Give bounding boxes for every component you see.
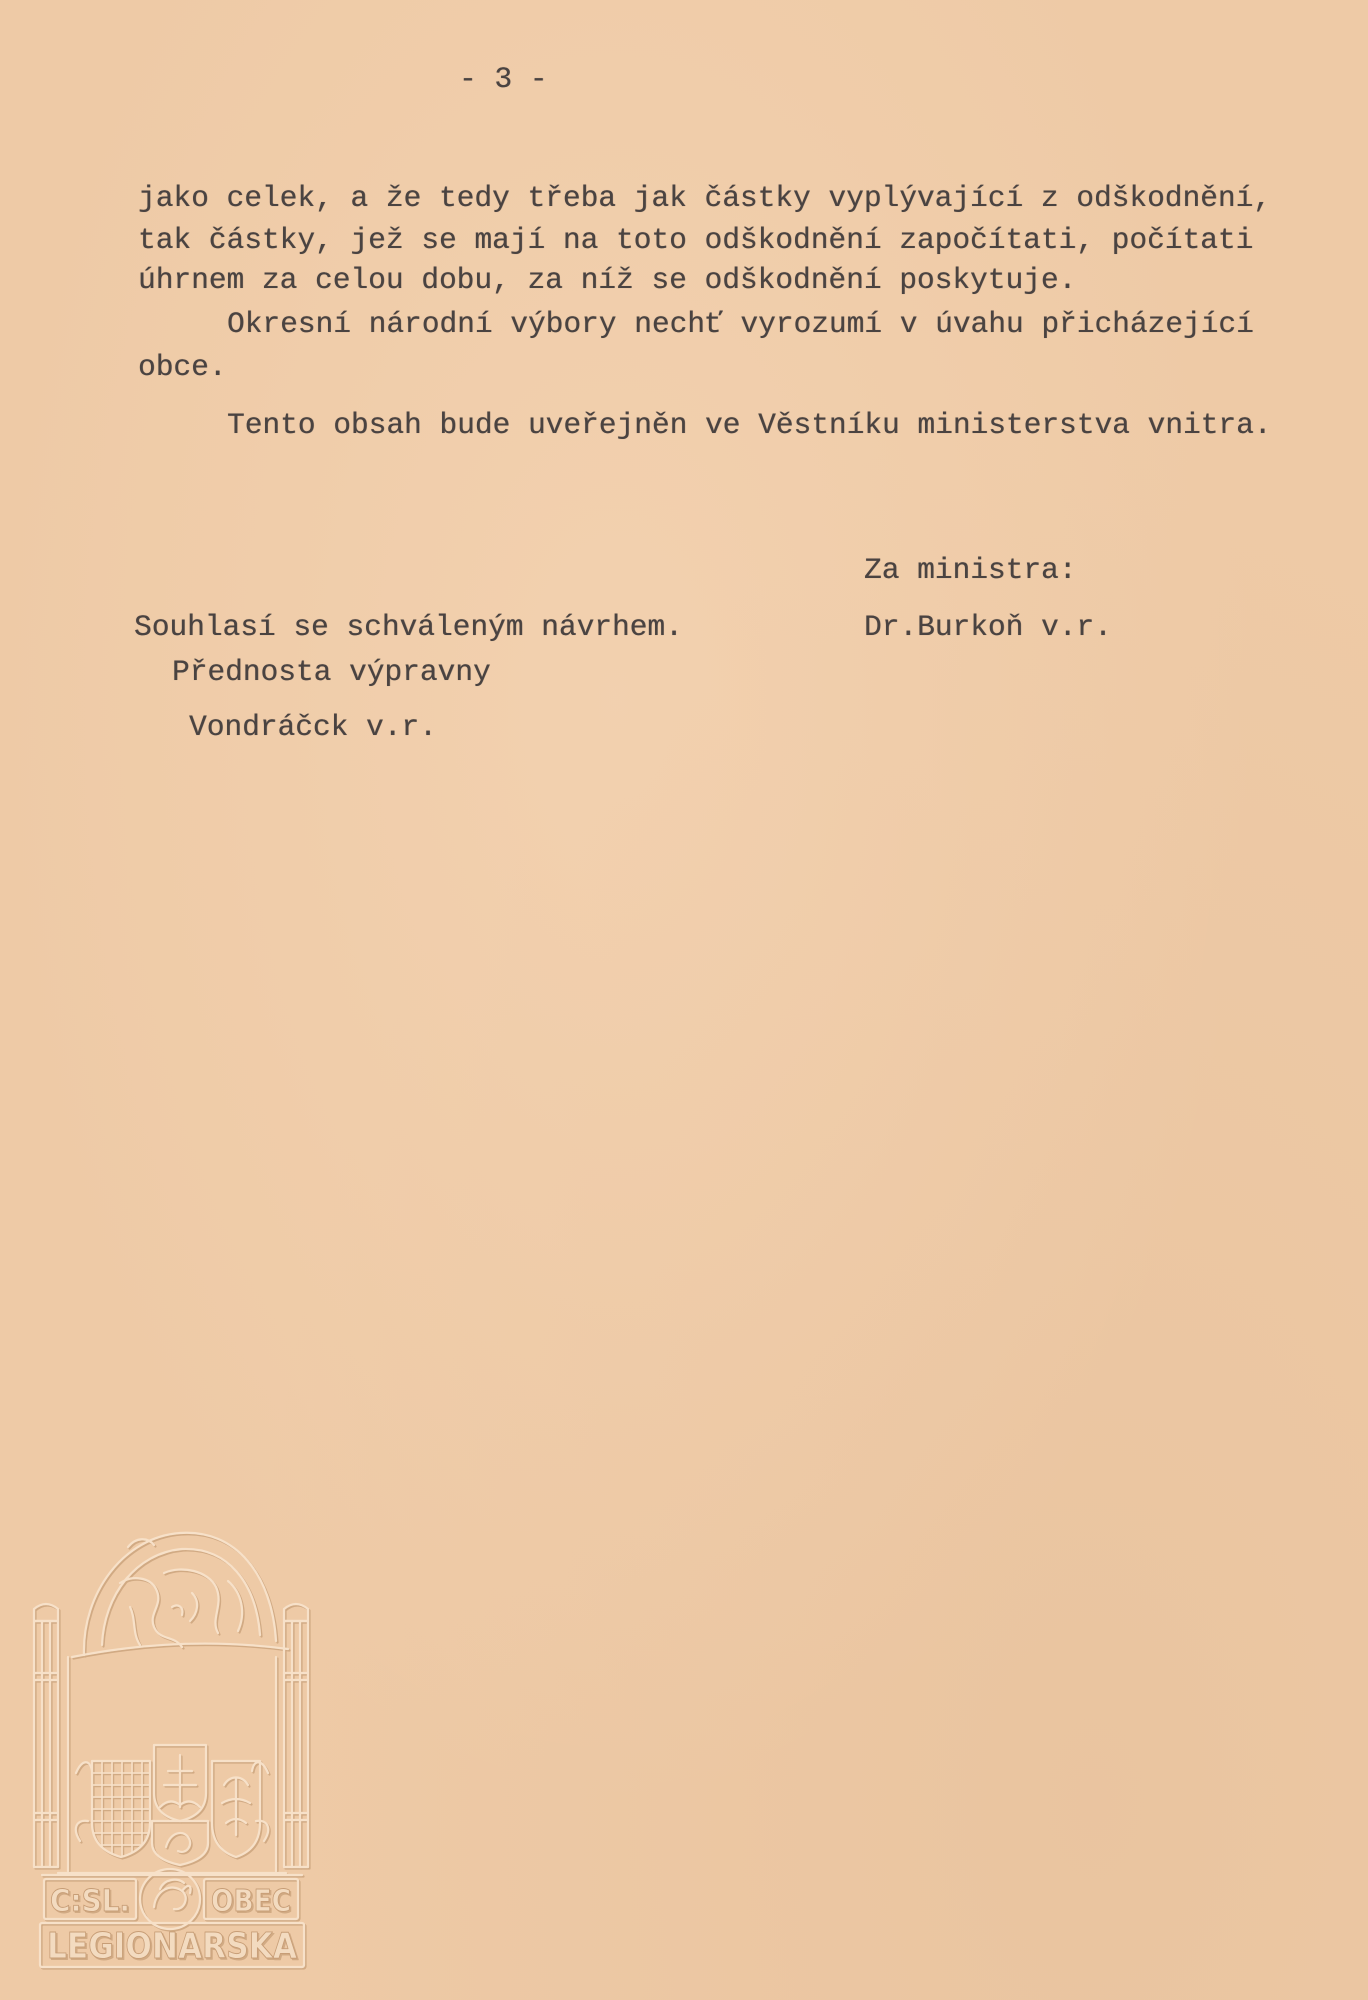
paragraph-line: Tento obsah bude uveřejněn ve Věstníku ministerstva vnitra. bbox=[227, 408, 1272, 442]
office-head-signature: Vondráčck v.r. bbox=[189, 710, 437, 744]
paragraph-line: Okresní národní výbory nechť vyrozumí v úvahu přicházející bbox=[227, 307, 1254, 341]
emblem-shield-center-bottom bbox=[152, 1821, 208, 1865]
emblem-shield-left bbox=[92, 1761, 150, 1859]
emblem-lion-icon bbox=[154, 1880, 191, 1910]
emblem-left-label: C:SL. bbox=[50, 1884, 130, 1919]
emblem-right-fasces bbox=[284, 1604, 308, 1867]
approval-note: Souhlasí se schváleným návrhem. bbox=[134, 610, 683, 644]
paragraph-line: jako celek, a že tedy třeba jak částky vyplývající z odškodnění, bbox=[138, 181, 1271, 215]
emblem-lion-medallion bbox=[140, 1869, 200, 1929]
emblem-shield-center-top bbox=[154, 1745, 206, 1821]
for-minister-label: Za ministra: bbox=[864, 553, 1077, 587]
paragraph-line: obce. bbox=[138, 350, 227, 384]
office-head-title: Přednosta výpravny bbox=[172, 655, 491, 689]
minister-signature: Dr.Burkoň v.r. bbox=[864, 610, 1112, 644]
emblem-bottom-label: LEGIONARSKA bbox=[47, 1926, 298, 1967]
emblem-shield-right bbox=[212, 1761, 260, 1857]
emblem-helmet-head bbox=[72, 1533, 288, 1657]
legion-emblem-stamp bbox=[32, 1523, 312, 1970]
page-number: - 3 - bbox=[459, 62, 548, 96]
paragraph-line: úhrnem za celou dobu, za níž se odškodnění poskytuje. bbox=[138, 263, 1077, 297]
paragraph-line: tak částky, jež se mají na toto odškodnění započítati, počítati bbox=[138, 223, 1254, 257]
emblem-right-label: OBEC bbox=[211, 1884, 291, 1919]
emblem-left-fasces bbox=[34, 1604, 58, 1867]
